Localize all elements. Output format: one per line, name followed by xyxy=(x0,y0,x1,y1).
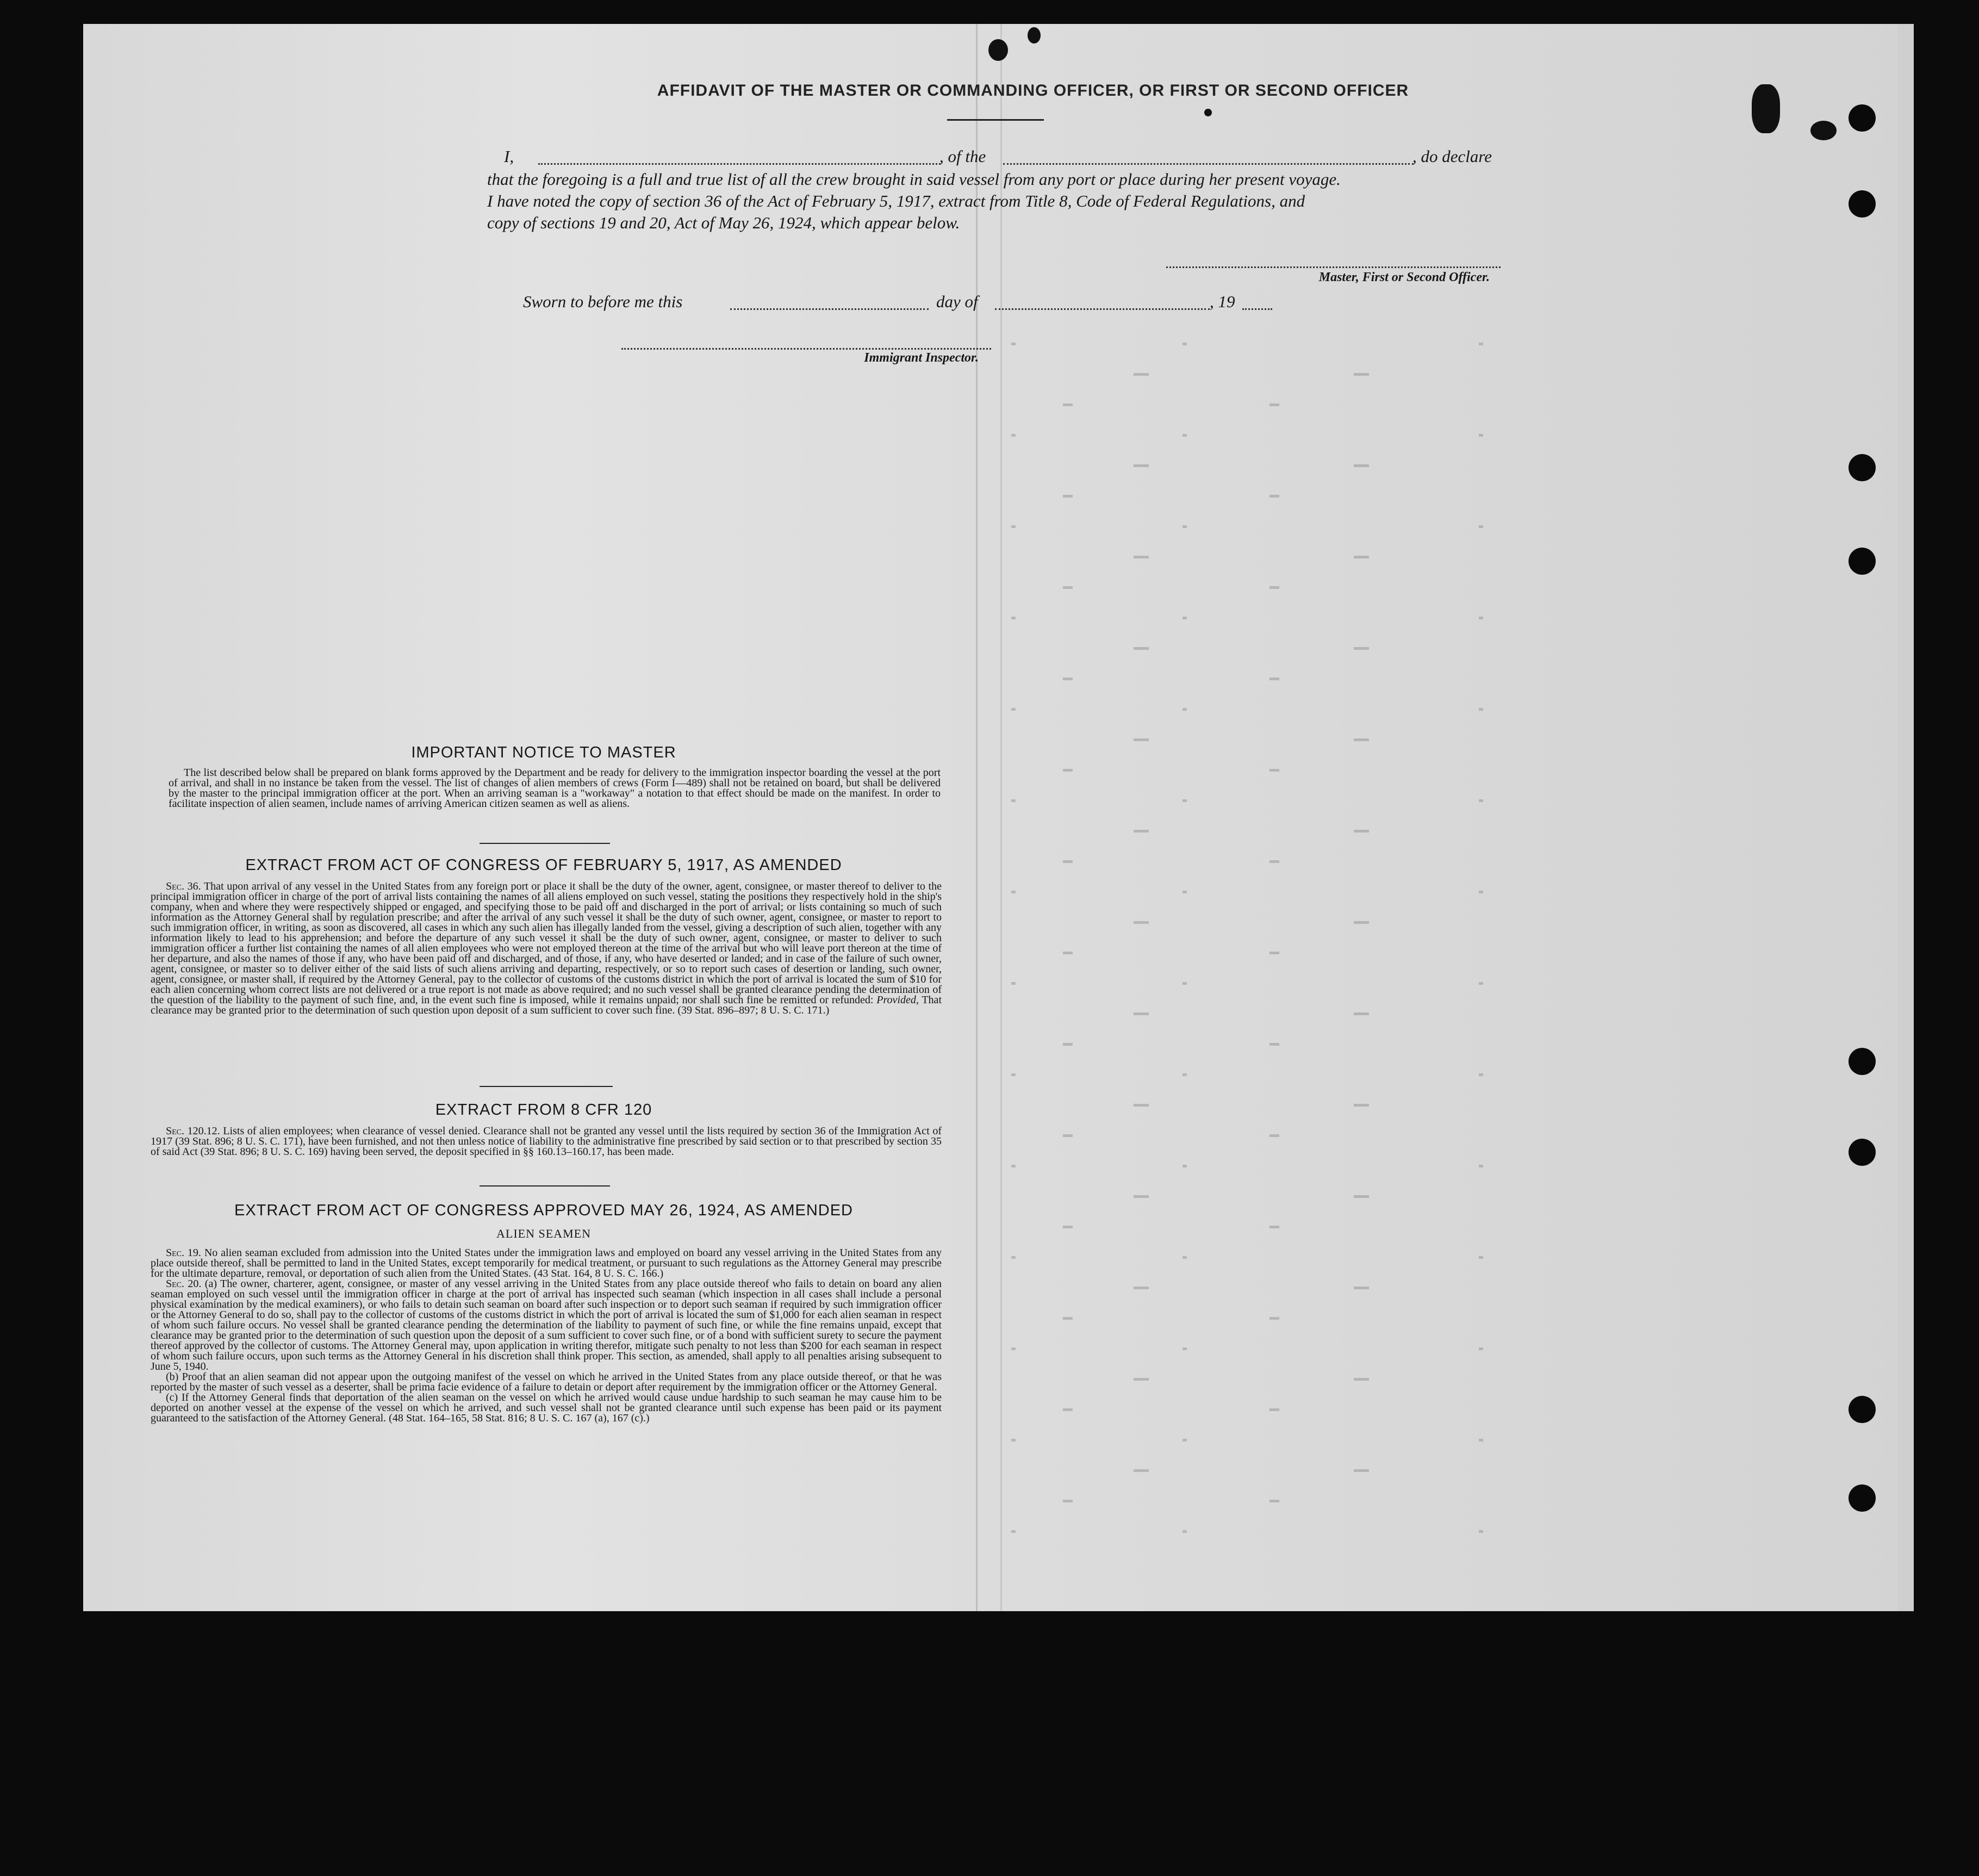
notice-title: IMPORTANT NOTICE TO MASTER xyxy=(411,744,676,761)
show-through-dot xyxy=(1134,373,1149,376)
show-through-dot xyxy=(1063,1043,1073,1046)
show-through-dot xyxy=(1011,1439,1016,1442)
show-through-dot xyxy=(1134,464,1149,467)
punch-hole xyxy=(1849,1396,1876,1423)
punch-hole xyxy=(1849,1139,1876,1166)
show-through-dot xyxy=(1269,1408,1279,1411)
show-through-dot xyxy=(1183,525,1187,528)
show-through-dot xyxy=(1134,738,1149,741)
show-through-dot xyxy=(1183,617,1187,619)
sec-20a xyxy=(151,1279,942,1372)
day-of: day of xyxy=(936,292,978,311)
sec-120-label: Sec. 120.12. xyxy=(166,1125,220,1137)
proviso-label: Provided, xyxy=(876,994,919,1006)
show-through-dot xyxy=(1479,434,1483,437)
show-through-dot xyxy=(1011,343,1016,345)
officer-signature-line xyxy=(1166,266,1501,268)
sec-20b-text: (b) Proof that an alien seaman did not appear upon the outgoing manifest of the vessel on which he arrived in the United States from any place outside thereof, or that he was reported by the master of such vessel as a deserter, shall be prima facie evidence of a failure to detain or deport after requirement by the immigration officer or the Attorney General. xyxy=(151,1371,942,1393)
show-through-dot xyxy=(1011,434,1016,437)
affidavit-declare: , do declare xyxy=(1412,147,1492,166)
show-through-dot xyxy=(1479,1530,1483,1533)
show-through-dot xyxy=(1269,403,1279,406)
show-through-dot xyxy=(1354,921,1369,924)
show-through-dot xyxy=(1354,464,1369,467)
month-blank xyxy=(995,308,1210,310)
show-through-dot xyxy=(1269,952,1279,954)
show-through-dot xyxy=(1134,1012,1149,1015)
show-through-dot xyxy=(1063,952,1073,954)
extract-cfr-divider xyxy=(480,1185,610,1187)
officer-label: Master, First or Second Officer. xyxy=(1318,270,1490,284)
show-through-dot xyxy=(1183,1073,1187,1076)
name-blank xyxy=(538,163,941,165)
show-through-dot xyxy=(1011,982,1016,985)
affidavit-line-4: copy of sections 19 and 20, Act of May 26, 1924, which appear below. xyxy=(487,213,960,232)
punch-hole xyxy=(1849,1484,1876,1512)
show-through-dot xyxy=(1011,525,1016,528)
show-through-dot xyxy=(1183,434,1187,437)
affidavit-i: I, xyxy=(504,147,514,166)
sec-36-end: That clearance may be granted prior to the determination of such question upon deposit of a sum sufficient to cover such fine. (39 Stat. 896–897; 8 U. S. C. 171.) xyxy=(151,994,942,1016)
show-through-dot xyxy=(1479,1347,1483,1350)
show-through-dot xyxy=(1011,799,1016,802)
show-through-dot xyxy=(1354,830,1369,833)
show-through-dot xyxy=(1183,891,1187,893)
show-through-dot xyxy=(1134,830,1149,833)
show-through-dot xyxy=(1479,708,1483,711)
show-through-dot xyxy=(1134,1469,1149,1472)
show-through-dot xyxy=(1134,556,1149,558)
show-through-dot xyxy=(1479,982,1483,985)
extract-1917-title: EXTRACT FROM ACT OF CONGRESS OF FEBRUARY 5, 1917, AS AMENDED xyxy=(245,856,842,874)
show-through-dot xyxy=(1269,769,1279,772)
show-through-dot xyxy=(1134,1378,1149,1381)
inspector-label: Immigrant Inspector. xyxy=(864,351,979,365)
show-through-dot xyxy=(1063,495,1073,498)
sec-20-label: Sec. 20. xyxy=(166,1278,202,1290)
show-through-dot xyxy=(1354,647,1369,650)
affidavit-title: AFFIDAVIT OF THE MASTER OR COMMANDING OFFICER, OR FIRST OR SECOND OFFICER xyxy=(657,82,1409,100)
extract-cfr-title: EXTRACT FROM 8 CFR 120 xyxy=(435,1101,652,1119)
notice-divider xyxy=(480,843,610,844)
show-through-dot xyxy=(1479,525,1483,528)
sec-19-text: No alien seaman excluded from admission into the United States under the immigration laws and employed on board any vessel arriving in the United States from any place outside thereof, shall be permitted to land in the United States, except temporarily for medical treatment, or pursuant to such regulations as the Attorney General may prescribe for the ultimate departure, removal, or deportation of such alien from the United States. (43 Stat. 164, 8 U. S. C. 166.) xyxy=(151,1247,942,1279)
show-through-dot xyxy=(1063,860,1073,863)
extract-1924-title: EXTRACT FROM ACT OF CONGRESS APPROVED MAY 26, 1924, AS AMENDED xyxy=(234,1202,853,1219)
sec-36-text: That upon arrival of any vessel in the United States from any foreign port or place it shall be the duty of the owner, agent, consignee, or master thereof to deliver to the principal immigration officer in charge of the port of arrival lists containing the names of all aliens employed on such vessel, stating the positions they respectively hold in the ship's company, when and where they were respectively shipped or engaged, and specifying those to be paid off and discharged in the port of arrival; or lists containing so much of such information as the Attorney General shall by regulation prescribe; and after the arrival of any such vessel it shall be the duty of such owner, agent, consignee, or master to report to such immigration officer, in writing, as soon as discovered, all cases in which any such alien has illegally landed from the vessel, giving a description of such alien, together with any information likely to lead to his apprehension; and before the departure of any such vessel it shall be the duty of such owner, agent, consignee, or master to deliver to such immigration officer a further list containing the names of all alien employees who were not employed thereon at the time of the arrival but who will leave port thereon at the time of her departure, and also the names of those if any, who have been paid off and discharged, and of those, if any, who have deserted or landed; and in case of the failure of such owner, agent, consignee, or master so to deliver either of the said lists of such aliens arriving and departing, respectively, or so to report such cases of desertion or landing, such owner, agent, consignee, or master shall, if required by the Attorney General, pay to the collector of customs of the customs district in which the port of arrival is located the sum of $10 for each alien concerning whom correct lists are not delivered or a true report is not made as above required; and no such vessel shall be granted clearance pending the determination of the question of the liability to the payment of such fine, and, in the event such fine is imposed, while it remains unpaid; nor shall such fine be remitted or refunded: xyxy=(151,880,942,1006)
affidavit-of-the: , of the xyxy=(939,147,986,166)
punch-hole xyxy=(1752,84,1780,133)
show-through-dot xyxy=(1011,708,1016,711)
punch-hole xyxy=(1849,190,1876,218)
show-through-dot xyxy=(1063,1134,1073,1137)
show-through-dot xyxy=(1183,1439,1187,1442)
alien-seamen-subtitle: ALIEN SEAMEN xyxy=(496,1227,591,1240)
punch-hole xyxy=(1849,104,1876,132)
page-edge xyxy=(1897,24,1914,1611)
year-blank xyxy=(1242,308,1272,310)
inspector-signature-line xyxy=(621,348,991,350)
show-through-dot xyxy=(1011,891,1016,893)
show-through-dot xyxy=(1479,343,1483,345)
show-through-dot xyxy=(1479,891,1483,893)
show-through-dot xyxy=(1354,373,1369,376)
show-through-dot xyxy=(1011,617,1016,619)
show-through-dot xyxy=(1134,1287,1149,1289)
show-through-dot xyxy=(1354,738,1369,741)
show-through-dot xyxy=(1479,1439,1483,1442)
show-through-dot xyxy=(1063,1500,1073,1502)
extract-1924-body xyxy=(151,1248,942,1424)
show-through-dot xyxy=(1011,1530,1016,1533)
show-through-dot xyxy=(1063,1317,1073,1320)
show-through-dot xyxy=(1011,1256,1016,1259)
show-through-dot xyxy=(1479,1256,1483,1259)
show-through-dot xyxy=(1354,1378,1369,1381)
show-through-dot xyxy=(1269,678,1279,680)
notice-body: The list described below shall be prepared on blank forms approved by the Department and be ready for delivery to the immigration inspector boarding the vessel at the port of arrival, and shall in no instance be taken from the vessel. The list of changes of alien members of crews (Form I—489) shall not be retained on board, but shall be delivered by the master to the principal immigration officer at the port. When an arriving seaman is a "workaway" a notation to that effect should be made on the manifest. In order to facilitate inspection of alien seamen, include names of arriving American citizen seamen as well as aliens. xyxy=(169,767,941,810)
show-through-dot xyxy=(1183,708,1187,711)
show-through-dot xyxy=(1354,1287,1369,1289)
title-divider xyxy=(947,119,1044,121)
show-through-dot xyxy=(1269,1500,1279,1502)
show-through-dot xyxy=(1063,586,1073,589)
sec-20a-text: (a) The owner, charterer, agent, consignee, or master of any vessel arriving in the United States from any place outside thereof who fails to detain on board any alien seaman employed on such vessel until the immigration officer in charge at the port of arrival has inspected such seaman (which inspection in all cases shall include a personal physical examination by the medical examiners), or who fails to detain such seaman on board after such inspection or to deport such seaman if required by such immigration officer or the Attorney General to do so, shall pay to the collector of customs of the customs district in which the port of arrival is located the sum of $1,000 for each alien seaman in respect of whom such failure occurs. No vessel shall be granted clearance pending the determination of the liability to payment of such fine, or while the fine remains unpaid, except that clearance may be granted prior to the determination of such question upon the deposit of a sum sufficient to cover such fine, or of a bond with sufficient surety to secure the payment thereof approved by the collector of customs. The Attorney General may, upon application in writing therefor, mitigate such penalty to not less than $200 for each seaman in respect of whom such failure occurs, upon such terms as the Attorney General in his discretion shall think proper. This section, as amended, shall apply to all penalties arising subsequent to June 5, 1940. xyxy=(151,1278,942,1372)
show-through-dot xyxy=(1269,860,1279,863)
page-fold xyxy=(976,24,978,1611)
show-through-dot xyxy=(1479,617,1483,619)
sec-19 xyxy=(151,1248,942,1279)
show-through-dot xyxy=(1134,1195,1149,1198)
show-through-dot xyxy=(1183,1165,1187,1167)
show-through-dot xyxy=(1134,647,1149,650)
show-through-dot xyxy=(1269,1134,1279,1137)
show-through-dot xyxy=(1269,1226,1279,1228)
punch-hole xyxy=(1849,454,1876,481)
show-through-dot xyxy=(1269,1317,1279,1320)
show-through-dot xyxy=(1063,1408,1073,1411)
show-through-dot xyxy=(1063,403,1073,406)
ink-blotch xyxy=(988,39,1008,61)
show-through-dot xyxy=(1063,1226,1073,1228)
show-through-dot xyxy=(1134,921,1149,924)
show-through-dot xyxy=(1183,982,1187,985)
show-through-dot xyxy=(1269,586,1279,589)
punch-hole xyxy=(1849,1048,1876,1075)
show-through-dot xyxy=(1183,1256,1187,1259)
punch-hole xyxy=(1849,548,1876,575)
vessel-blank xyxy=(1003,163,1414,165)
show-through-dot xyxy=(1479,1165,1483,1167)
show-through-dot xyxy=(1011,1073,1016,1076)
show-through-dot xyxy=(1354,1195,1369,1198)
show-through-dot xyxy=(1183,343,1187,345)
extract-1917-body xyxy=(151,881,942,1016)
sworn-day-blank xyxy=(730,308,929,310)
extract-1917-divider xyxy=(480,1086,613,1087)
show-through-dot xyxy=(1354,1012,1369,1015)
show-through-dot xyxy=(1269,1043,1279,1046)
ink-blotch xyxy=(1028,27,1041,44)
show-through-dot xyxy=(1354,556,1369,558)
show-through-dot xyxy=(1354,1469,1369,1472)
show-through-dot xyxy=(1183,1530,1187,1533)
year-prefix: , 19 xyxy=(1210,292,1235,311)
show-through-dot xyxy=(1011,1165,1016,1167)
show-through-dot xyxy=(1479,799,1483,802)
affidavit-body xyxy=(487,169,1502,234)
show-through-dot xyxy=(1269,495,1279,498)
sworn-text: Sworn to before me this xyxy=(523,292,683,311)
show-through-dot xyxy=(1134,1104,1149,1107)
show-through-dot xyxy=(1063,769,1073,772)
sec-20c-text: (c) If the Attorney General finds that deportation of the alien seaman on the vessel on which he arrived would cause undue hardship to such seaman he may cause him to be deported on another vessel at the expense of the vessel on which he arrived, and such vessel shall not be granted clearance until such expense has been paid or its payment guaranteed to the satisfaction of the Attorney General. (48 Stat. 164–165, 58 Stat. 816; 8 U. S. C. 167 (a), 167 (c).) xyxy=(151,1392,942,1424)
affidavit-line-3: I have noted the copy of section 36 of the Act of February 5, 1917, extract from Title 8, Code of Federal Regulations, and xyxy=(487,191,1305,210)
show-through-dot xyxy=(1183,1347,1187,1350)
show-through-dot xyxy=(1011,1347,1016,1350)
sec-36-label: Sec. 36. xyxy=(166,880,201,892)
sec-19-label: Sec. 19. xyxy=(166,1247,201,1259)
show-through-dot xyxy=(1063,678,1073,680)
show-through-dot xyxy=(1183,799,1187,802)
extract-cfr-body xyxy=(151,1126,942,1157)
affidavit-line-2: that the foregoing is a full and true list of all the crew brought in said vessel from any port or place during her present voyage. xyxy=(487,170,1341,189)
ink-blotch xyxy=(1204,109,1212,116)
page-fold-shadow xyxy=(1000,24,1002,1611)
punch-hole xyxy=(1810,121,1837,140)
show-through-dot xyxy=(1354,1104,1369,1107)
sec-120-text: Lists of alien employees; when clearance of vessel denied. Clearance shall not be granted any vessel until the lists required by section 36 of the Immigration Act of 1917 (39 Stat. 896; 8 U. S. C. 171), have been furnished, and not then unless notice of liability to the administrative fine prescribed by said section or to that prescribed by section 35 of said Act (39 Stat. 896; 8 U. S. C. 169) having been served, the deposit specified in §§ 160.13–160.17, has been made. xyxy=(151,1125,942,1158)
show-through-dot xyxy=(1479,1073,1483,1076)
